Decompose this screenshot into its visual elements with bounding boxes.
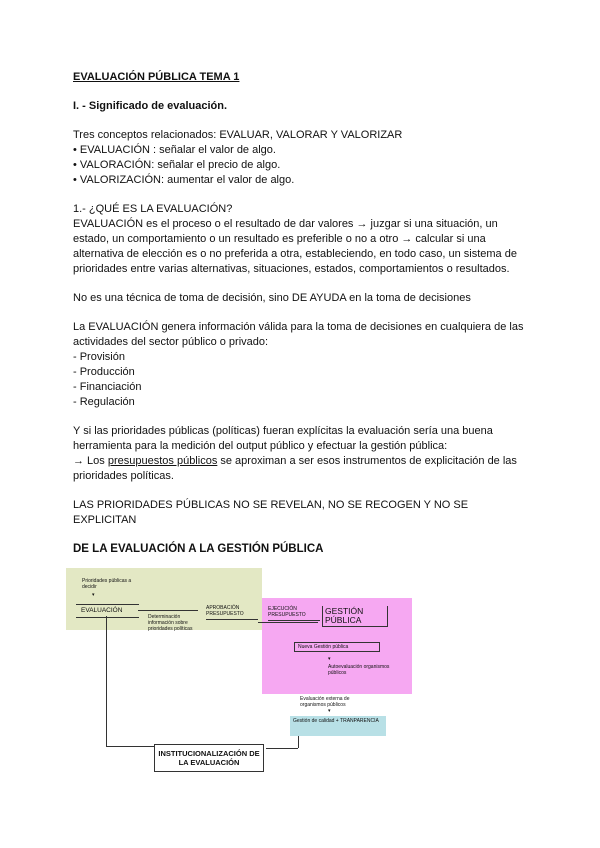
caps-line: EXPLICITAN [73,514,137,526]
intro-line: Tres conceptos relacionados: EVALUAR, VALORAR Y VALORIZAR [73,129,403,141]
dash-item: - Regulación [73,396,135,408]
connector-line [298,736,299,748]
autoevaluacion-label: Autoevaluación organismos públicos [328,664,390,676]
connector-line [266,748,298,749]
section-subtitle: I. - Significado de evaluación. [73,100,228,112]
prioridades-label: Prioridades públicas a decidir [82,578,132,590]
budget-suffix: se aproximan a ser esos instrumentos de explicitación de las [217,455,517,467]
bullet-item: • VALORACIÓN: señalar el precio de algo. [73,159,281,171]
nueva-gestion-box: Nueva Gestión pública [294,642,380,652]
information-paragraph [73,320,533,410]
document-title: EVALUACIÓN PÚBLICA TEMA 1 [73,71,240,83]
section-heading: DE LA EVALUACIÓN A LA GESTIÓN PÚBLICA [73,543,324,555]
text-line: EVALUACIÓN es el proceso o el resultado de dar valores → juzgar si una situación, un [73,218,498,230]
budget-link: presupuestos públicos [107,455,218,467]
ejecucion-label: EJECUCIÓN PRESUPUESTO [268,606,320,621]
bullet-item: • VALORIZACIÓN: aumentar el valor de algo. [73,174,295,186]
definition-paragraph [73,202,533,277]
caps-paragraph [73,498,533,528]
connector-line [106,746,154,747]
aprobacion-label: APROBACIÓN PRESUPUESTO [206,605,258,620]
caps-line: LAS PRIORIDADES PÚBLICAS NO SE REVELAN, NO SE RECOGEN Y NO SE [73,499,469,511]
down-arrow-icon: ▾ [328,708,331,714]
determinacion-label: Determinación información sobre prioridades políticas [148,614,193,632]
document-body [73,70,533,567]
budget-line [73,454,533,469]
arrow-line [258,622,318,623]
text-line: alternativa de elección es o no preferida a otra, estableciendo, en todo caso, un sistema de [73,248,517,260]
arrow-line [138,610,198,611]
connector-line [106,616,107,746]
dash-item: - Producción [73,366,135,378]
text-line: actividades del sector público o privado: [73,336,269,348]
flow-diagram [66,568,412,773]
down-arrow-icon: ▾ [328,656,331,662]
text-line: prioridades entre varias alternativas, situaciones, estados, comportamientos o resultados. [73,263,510,275]
calidad-box: Gestión de calidad + TRANPARENCIA [290,716,386,736]
text-line: prioridades políticas. [73,470,174,482]
evaluacion-box: EVALUACIÓN [76,604,139,618]
dash-item: - Provisión [73,351,125,363]
evaluacion-externa-label: Evaluación externa de organismos públicos [300,696,350,708]
intro-paragraph [73,128,533,188]
budget-prefix: → Los [73,455,108,467]
gestion-label: GESTIÓN PÚBLICA [322,606,388,627]
text-line: La EVALUACIÓN genera información válida para la toma de decisiones en cualquiera de las [73,321,524,333]
bullet-item: • EVALUACIÓN : señalar el valor de algo. [73,144,276,156]
text-line: estado, un comportamiento o un resultado es preferible o no a otro → calcular si una [73,233,486,245]
down-arrow-icon: ▾ [92,592,95,598]
institucionalizacion-box: INSTITUCIONALIZACIÓN DE LA EVALUACIÓN [154,744,264,772]
technique-paragraph: No es una técnica de toma de decisión, sino DE AYUDA en la toma de decisiones [73,292,471,304]
question-heading: 1.- ¿QUÉ ES LA EVALUACIÓN? [73,203,233,215]
text-line: herramienta para la medición del output público y efectuar la gestión pública: [73,440,448,452]
text-line: Y si las prioridades públicas (políticas) fueran explícitas la evaluación sería una buena [73,425,493,437]
priorities-paragraph [73,424,533,484]
dash-item: - Financiación [73,381,142,393]
